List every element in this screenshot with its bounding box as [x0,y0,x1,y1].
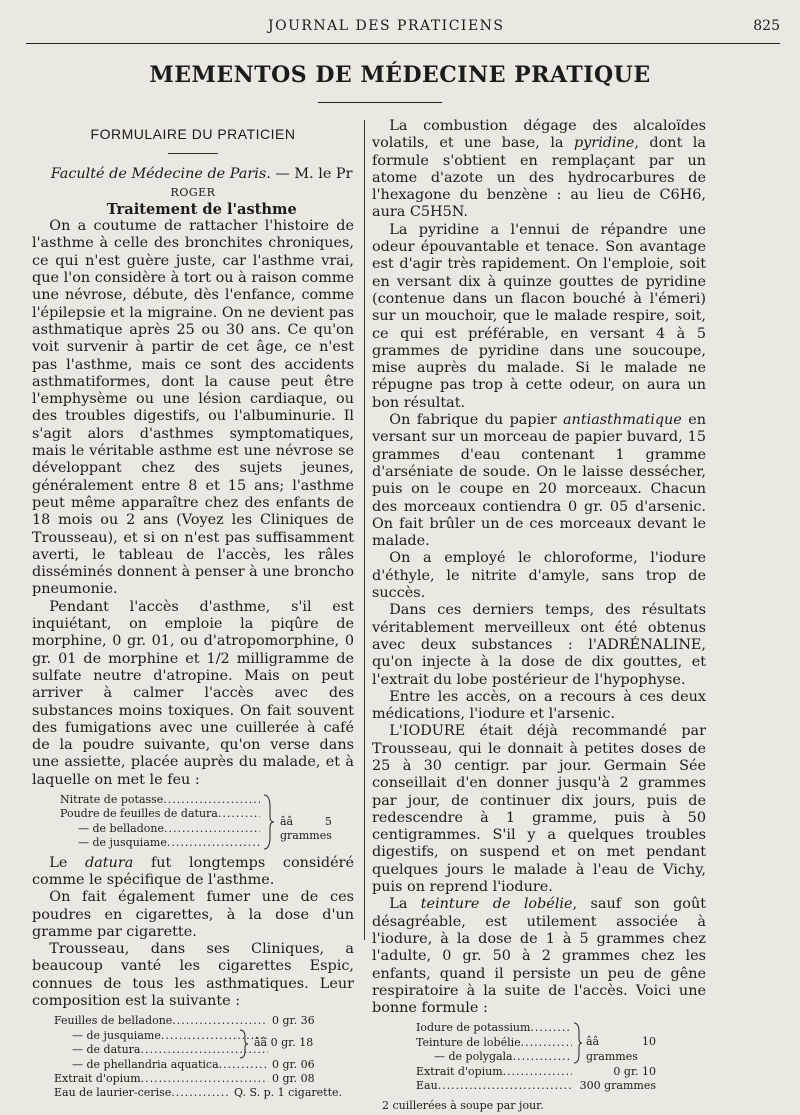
formula-item: Feuilles de belladone ..... 0 gr. 36 [54,1014,344,1028]
paragraph: On fait également fumer une de ces poudres en cigarettes, à la dose d'un gramme par cigarette. [32,889,354,940]
paragraph: Dans ces derniers temps, des résultats véritablement merveilleux ont été obtenus avec deux substances : l'ADRÉNALINE, qu'on injecte à la dose de dix gouttes, et l'extrait du lobe postérieur de l'hypophyse. [372,602,706,688]
formula-item: Nitrate de potasse ..... [60,793,260,807]
formula-item: Iodure de potassium ..... [416,1021,656,1035]
formula-item: Eau ..... 300 grammes [416,1079,656,1093]
italic-term: antiasthmatique [562,412,682,429]
formula-item: — de belladone ..... [60,822,260,836]
formula-cigarettes [32,1014,344,1100]
brace-dose: ââ 10 grammes [586,1035,656,1063]
paragraph: On fabrique du papier antiasthmatique en versant sur un morceau de papier buvard, 15 grammes d'eau contenant 1 gramme d'arséniate de soude. On le laisse dessécher, puis on le coupe en 20 morceaux. Chacun des morceaux contiendra 0 gr. 05 d'arsenic. On fait brûler un de ces morceaux devant le malade. [372,412,706,550]
paragraph: La teinture de lobélie, sauf son goût désagréable, est utilement associée à l'iodure, à la dose de 1 à 5 grammes chez l'adulte, 0 gr. 50 à 2 grammes chez les enfants, quand il persiste un peu de gêne respiratoire à la suite de l'accès. Voici une bonne formule : [372,896,706,1017]
page-title: MEMENTOS DE MÉDECINE PRATIQUE [149,62,651,88]
left-column [32,118,354,1105]
paragraph: Trousseau, dans ses Cliniques, a beaucoup vanté les cigarettes Espic, connues de tous les asthmatiques. Leur composition est la suivante : [32,941,354,1009]
formula-item: — de jusquiame ..... [60,836,260,850]
right-column [372,118,706,1115]
formula-item: Extrait d'opium ..... 0 gr. 08 [54,1072,344,1086]
faculty-name: Faculté de Médecine de Paris. [50,166,271,183]
column-divider [364,120,365,940]
formula-fumigation [32,792,332,851]
italic-term: datura [84,854,134,871]
faculty-separator: — M. le Pr [270,166,353,183]
brace-dose: ââ 5 grammes [280,814,332,843]
title-rule [318,102,442,103]
brace-dose: ââ 0 gr. 18 [254,1036,314,1050]
page-number: 825 [753,18,780,34]
formula-item: — de phellandria aquatica ..... 0 gr. 06 [54,1058,344,1072]
formula-item: — de datura ..... [54,1043,344,1057]
formula-item: — de polygala ..... [416,1050,656,1064]
article-subtitle: Traitement de l'asthme [106,200,297,218]
italic-term: pyridine [573,135,635,152]
formula-item: Poudre de feuilles de datura ..... [60,807,260,821]
formula-iodure [372,1021,656,1093]
paragraph: Pendant l'accès d'asthme, s'il est inquiétant, on emploie la piqûre de morphine, 0 gr. 01, ou d'atropomorphine, 0 gr. 01 de morphine et 1/2 milligramme de sulfate neutre d'atropine. Mais on peut arriver à calmer l'accès avec des substances moins toxiques. On fait souvent des fumigations avec une cuillerée à café de la poudre suivante, qu'on verse dans une assiette, placée auprès du malade, et à laquelle on met le feu : [32,598,354,788]
formula-item: Eau de laurier-cerise ..... Q. S. p. 1 cigarette. [54,1086,344,1100]
paragraph: On a coutume de rattacher l'histoire de l'asthme à celle des bronchites chroniques, ce qui n'est guère juste, car l'asthme vrai, que l'on considère à tort ou à raison comme une névrose, débute, dès l'enfance, comme l'épilepsie et la migraine. On ne devient pas asthmatique après 25 ou 30 ans. Ce qu'on voit survenir à partir de cet âge, ce n'est pas l'asthme, mais ce sont des accidents asthmatiformes, dont la cause peut être l'emphysème ou une lésion cardiaque, ou des troubles digestifs, ou l'albuminurie. Il s'agit alors d'asthmes symptomatiques, mais le véritable asthme est une névrose se développant chez des sujets jeunes, généralement entre 8 et 15 ans; l'asthme peut même apparaître chez des enfants de 18 mois ou 2 ans (Voyez les Cliniques de Trousseau), et si on n'est pas suffisamment averti, le tableau de l'accès, les râles disséminés donnent à penser à une broncho pneumonie. [32,218,354,598]
header-rule [26,43,780,44]
paragraph: L'IODURE était déjà recommandé par Trousseau, qui le donnait à petites doses de 25 à 30 centigr. par jour. Germain Sée conseillait d'en donner jusqu'à 2 grammes par jour, de continuer dix jours, puis de redescendre à 1 gramme, puis à 50 centigrammes. S'il y a quelques troubles digestifs, on suspend et on met pendant quelques jours le malade à l'eau de Vichy, puis on reprend l'iodure. [372,723,706,896]
brace-icon [572,1021,584,1065]
section-rule [168,153,218,154]
paragraph: On a employé le chloroforme, l'iodure d'éthyle, le nitrite d'amyle, sans trop de succès. [372,550,706,602]
formula-item: Extrait d'opium ..... 0 gr. 10 [416,1065,656,1079]
italic-term: teinture de lobélie [420,896,573,913]
page-header [0,18,800,38]
author-name: ROGER [170,185,216,199]
brace-icon [238,1028,250,1060]
paragraph: La combustion dégage des alcaloïdes volatils, et une base, la pyridine, dont la formule s'obtient en remplaçant par un atome d'azote un des hydrocarbures de l'hexagone du benzène : au lieu de C6H6, aura C5H5N. [372,118,706,221]
paragraph: La pyridine a l'ennui de répandre une odeur épouvantable et tenace. Son avantage est d'agir très rapidement. On l'emploie, soit en versant dix à quinze gouttes de pyridine (contenue dans un flacon bouché à l'émeri) sur un mouchoir, que le malade respire, soit, ce qui est préférable, en versant 4 à 5 grammes de pyridine dans une soucoupe, mise auprès du malade. Si le malade ne répugne pas trop à cette odeur, on aura un bon résultat. [372,221,706,411]
brace-icon [262,793,276,851]
faculty-line [32,166,354,201]
section-heading: FORMULAIRE DU PRATICIEN [90,126,296,142]
formula-item: — de jusquiame ..... [54,1029,344,1043]
formula-item: Teinture de lobélie ..... [416,1036,656,1050]
dosage-instruction: 2 cuillerées à soupe par jour. [382,1099,544,1113]
paragraph: Entre les accès, on a recours à ces deux médications, l'iodure et l'arsenic. [372,688,706,723]
paragraph: Le datura fut longtemps considéré comme le spécifique de l'asthme. [32,854,355,888]
running-title: JOURNAL DES PRATICIENS [268,18,505,34]
